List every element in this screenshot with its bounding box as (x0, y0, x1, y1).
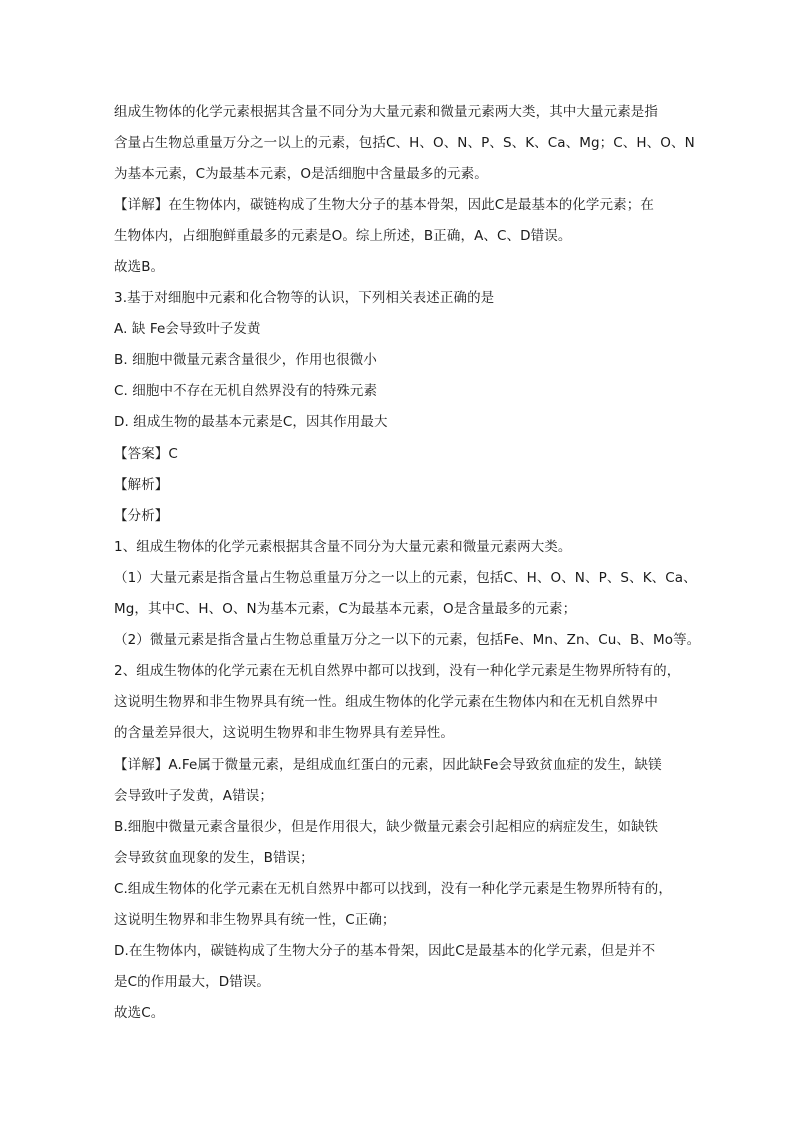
analysis-heading: 【解析】 (114, 477, 169, 493)
text-line: 1、组成生物体的化学元素根据其含量不同分为大量元素和微量元素两大类。 (114, 539, 572, 555)
text-line: 故选B。 (114, 259, 165, 275)
text-line: B.细胞中微量元素含量很少，但是作用很大，缺少微量元素会引起相应的病症发生，如缺铁 (114, 819, 659, 835)
answer-label: 【答案】C (114, 446, 178, 462)
text-line: 生物体内，占细胞鲜重最多的元素是O。综上所述，B正确，A、C、D错误。 (114, 228, 572, 244)
text-line: 为基本元素，C为最基本元素，O是活细胞中含量最多的元素。 (114, 166, 488, 182)
text-line: C.组成生物体的化学元素在无机自然界中都可以找到，没有一种化学元素是生物界所特有的， (114, 881, 672, 897)
text-line: 会导致贫血现象的发生，B错误； (114, 850, 314, 866)
text-line: （1）大量元素是指含量占生物总重量万分之一以上的元素，包括C、H、O、N、P、S、K、Ca、 (114, 570, 697, 586)
text-line: 是C的作用最大，D错误。 (114, 974, 271, 990)
option-b: B. 细胞中微量元素含量很少，作用也很微小 (114, 352, 377, 368)
text-line: 这说明生物界和非生物界具有统一性，C正确； (114, 912, 396, 928)
text-line: 的含量差异很大，这说明生物界和非生物界具有差异性。 (114, 725, 454, 741)
text-line: 会导致叶子发黄，A错误； (114, 788, 273, 804)
option-d: D. 组成生物的最基本元素是C，因其作用最大 (114, 414, 388, 430)
text-line: 【详解】在生物体内，碳链构成了生物大分子的基本骨架，因此C是最基本的化学元素；在 (114, 197, 654, 213)
option-a: A. 缺 Fe会导致叶子发黄 (114, 321, 261, 337)
text-line: 这说明生物界和非生物界具有统一性。组成生物体的化学元素在生物体内和在无机自然界中 (114, 694, 658, 710)
text-line: 故选C。 (114, 1005, 165, 1021)
text-line: 含量占生物总重量万分之一以上的元素，包括C、H、O、N、P、S、K、Ca、Mg；C、H、O、N (114, 135, 695, 151)
text-line: Mg，其中C、H、O、N为基本元素，C为最基本元素，O是含量最多的元素； (114, 601, 577, 617)
text-line: D.在生物体内，碳链构成了生物大分子的基本骨架，因此C是最基本的化学元素，但是并不 (114, 943, 656, 959)
question-stem: 3.基于对细胞中元素和化合物等的认识，下列相关表述正确的是 (114, 290, 495, 306)
text-line: （2）微量元素是指含量占生物总重量万分之一以下的元素，包括Fe、Mn、Zn、Cu、B、Mo等。 (114, 632, 701, 648)
text-line: 2、组成生物体的化学元素在无机自然界中都可以找到，没有一种化学元素是生物界所特有的， (114, 663, 681, 679)
text-line: 【详解】A.Fe属于微量元素，是组成血红蛋白的元素，因此缺Fe会导致贫血症的发生，缺镁 (114, 757, 662, 773)
analysis-subheading: 【分析】 (114, 508, 169, 524)
text-line: 组成生物体的化学元素根据其含量不同分为大量元素和微量元素两大类，其中大量元素是指 (114, 104, 658, 120)
option-c: C. 细胞中不存在无机自然界没有的特殊元素 (114, 383, 378, 399)
